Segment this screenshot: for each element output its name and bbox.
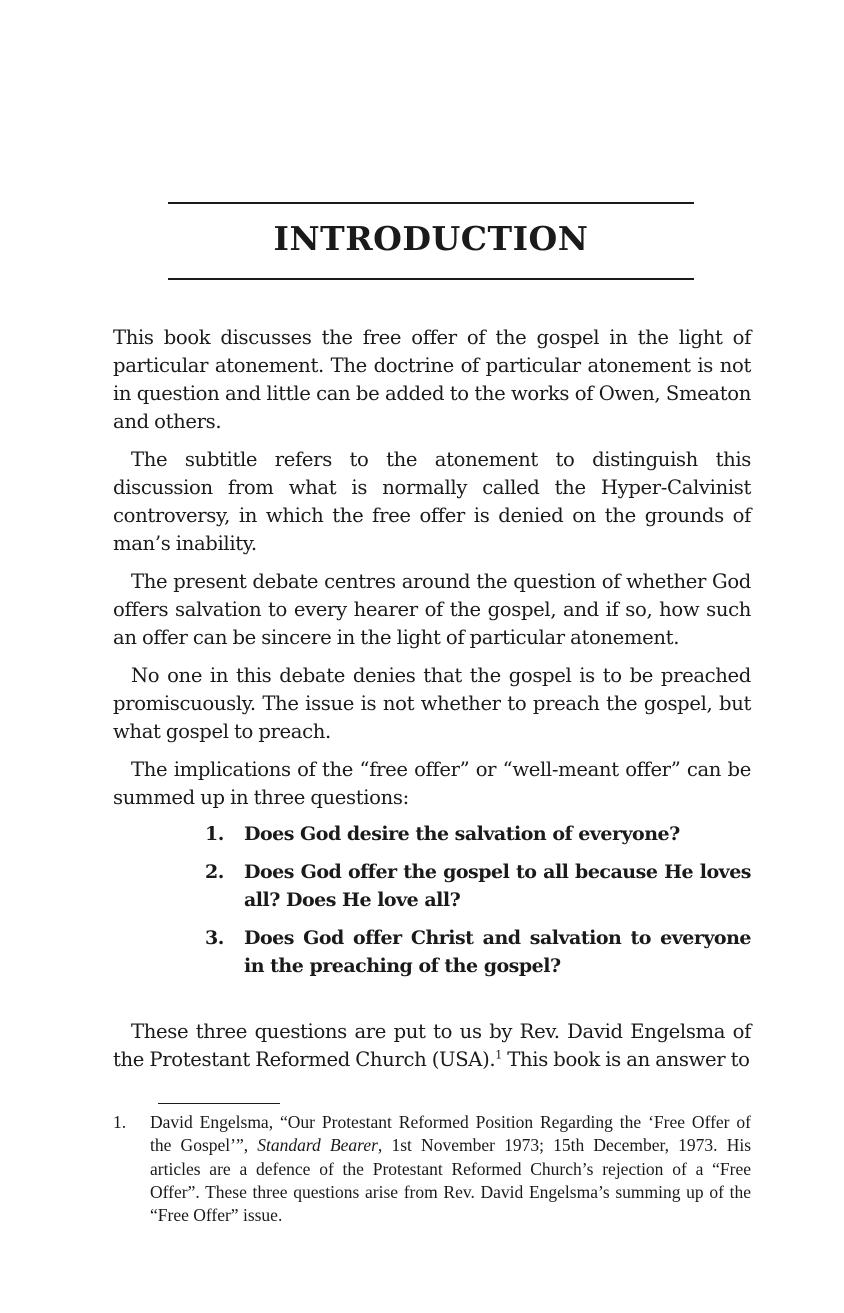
- title-rule-top: [168, 202, 694, 204]
- question-number: 2.: [205, 861, 224, 883]
- footnote: [113, 1111, 751, 1227]
- footnote-text-part-2: , 1st November 1973; 15th December, 1973. His articles are a defence of the Protestant Reformed Church’s rejection of a “Free Offer”. These three questions arise from Rev. David Engelsma’s summing up of the “Free Offer” issue.: [150, 1135, 752, 1226]
- intro-paragraphs: [113, 324, 751, 822]
- question-number: 3.: [205, 927, 224, 949]
- footnote-separator: [158, 1103, 280, 1104]
- question-text: Does God desire the salvation of everyone?: [244, 823, 680, 845]
- question-item-1: [205, 820, 751, 848]
- question-item-2: [205, 858, 751, 914]
- footnote-publication-title: Standard Bearer: [257, 1135, 378, 1156]
- question-item-3: [205, 924, 751, 980]
- paragraph-1: This book discusses the free offer of the gospel in the light of particular atonement. The doctrine of particular atonement is not in question and little can be added to the works of Owen, Smeaton and others.: [113, 326, 751, 433]
- closing-text-continued: This book is an answer to: [501, 1048, 750, 1071]
- closing-paragraph: [113, 1018, 751, 1074]
- closing-text: These three questions are put to us by Rev. David Engelsma of the Protestant Reformed Church (USA).: [113, 1020, 751, 1071]
- paragraph-2: The subtitle refers to the atonement to distinguish this discussion from what is normally called the Hyper-Calvinist controversy, in which the free offer is denied on the grounds of man’s inability.: [113, 448, 751, 555]
- paragraph-3: The present debate centres around the question of whether God offers salvation to every hearer of the gospel, and if so, how such an offer can be sincere in the light of particular atonement.: [113, 570, 751, 649]
- question-text: Does God offer the gospel to all because He loves all? Does He love all?: [244, 861, 751, 911]
- footnote-reference[interactable]: 1: [495, 1048, 502, 1062]
- chapter-title: INTRODUCTION: [273, 219, 589, 258]
- closing-paragraph-block: [113, 1018, 751, 1074]
- footnote-text-part-1: David Engelsma, “Our Protestant Reformed Position Regarding the ‘Free Offer of the Gospel’”,: [150, 1112, 751, 1156]
- paragraph-4: No one in this debate denies that the gospel is to be preached promiscuously. The issue is not whether to preach the gospel, but what gospel to preach.: [113, 664, 751, 743]
- question-number: 1.: [205, 823, 224, 845]
- footnote-number: 1.: [113, 1112, 127, 1132]
- paragraph-5: The implications of the “free offer” or “well-meant offer” can be summed up in three questions:: [113, 758, 751, 809]
- footnote-text: [150, 1111, 751, 1227]
- question-text: Does God offer Christ and salvation to everyone in the preaching of the gospel?: [244, 927, 751, 977]
- question-list: [205, 820, 751, 990]
- title-rule-bottom: [168, 278, 694, 280]
